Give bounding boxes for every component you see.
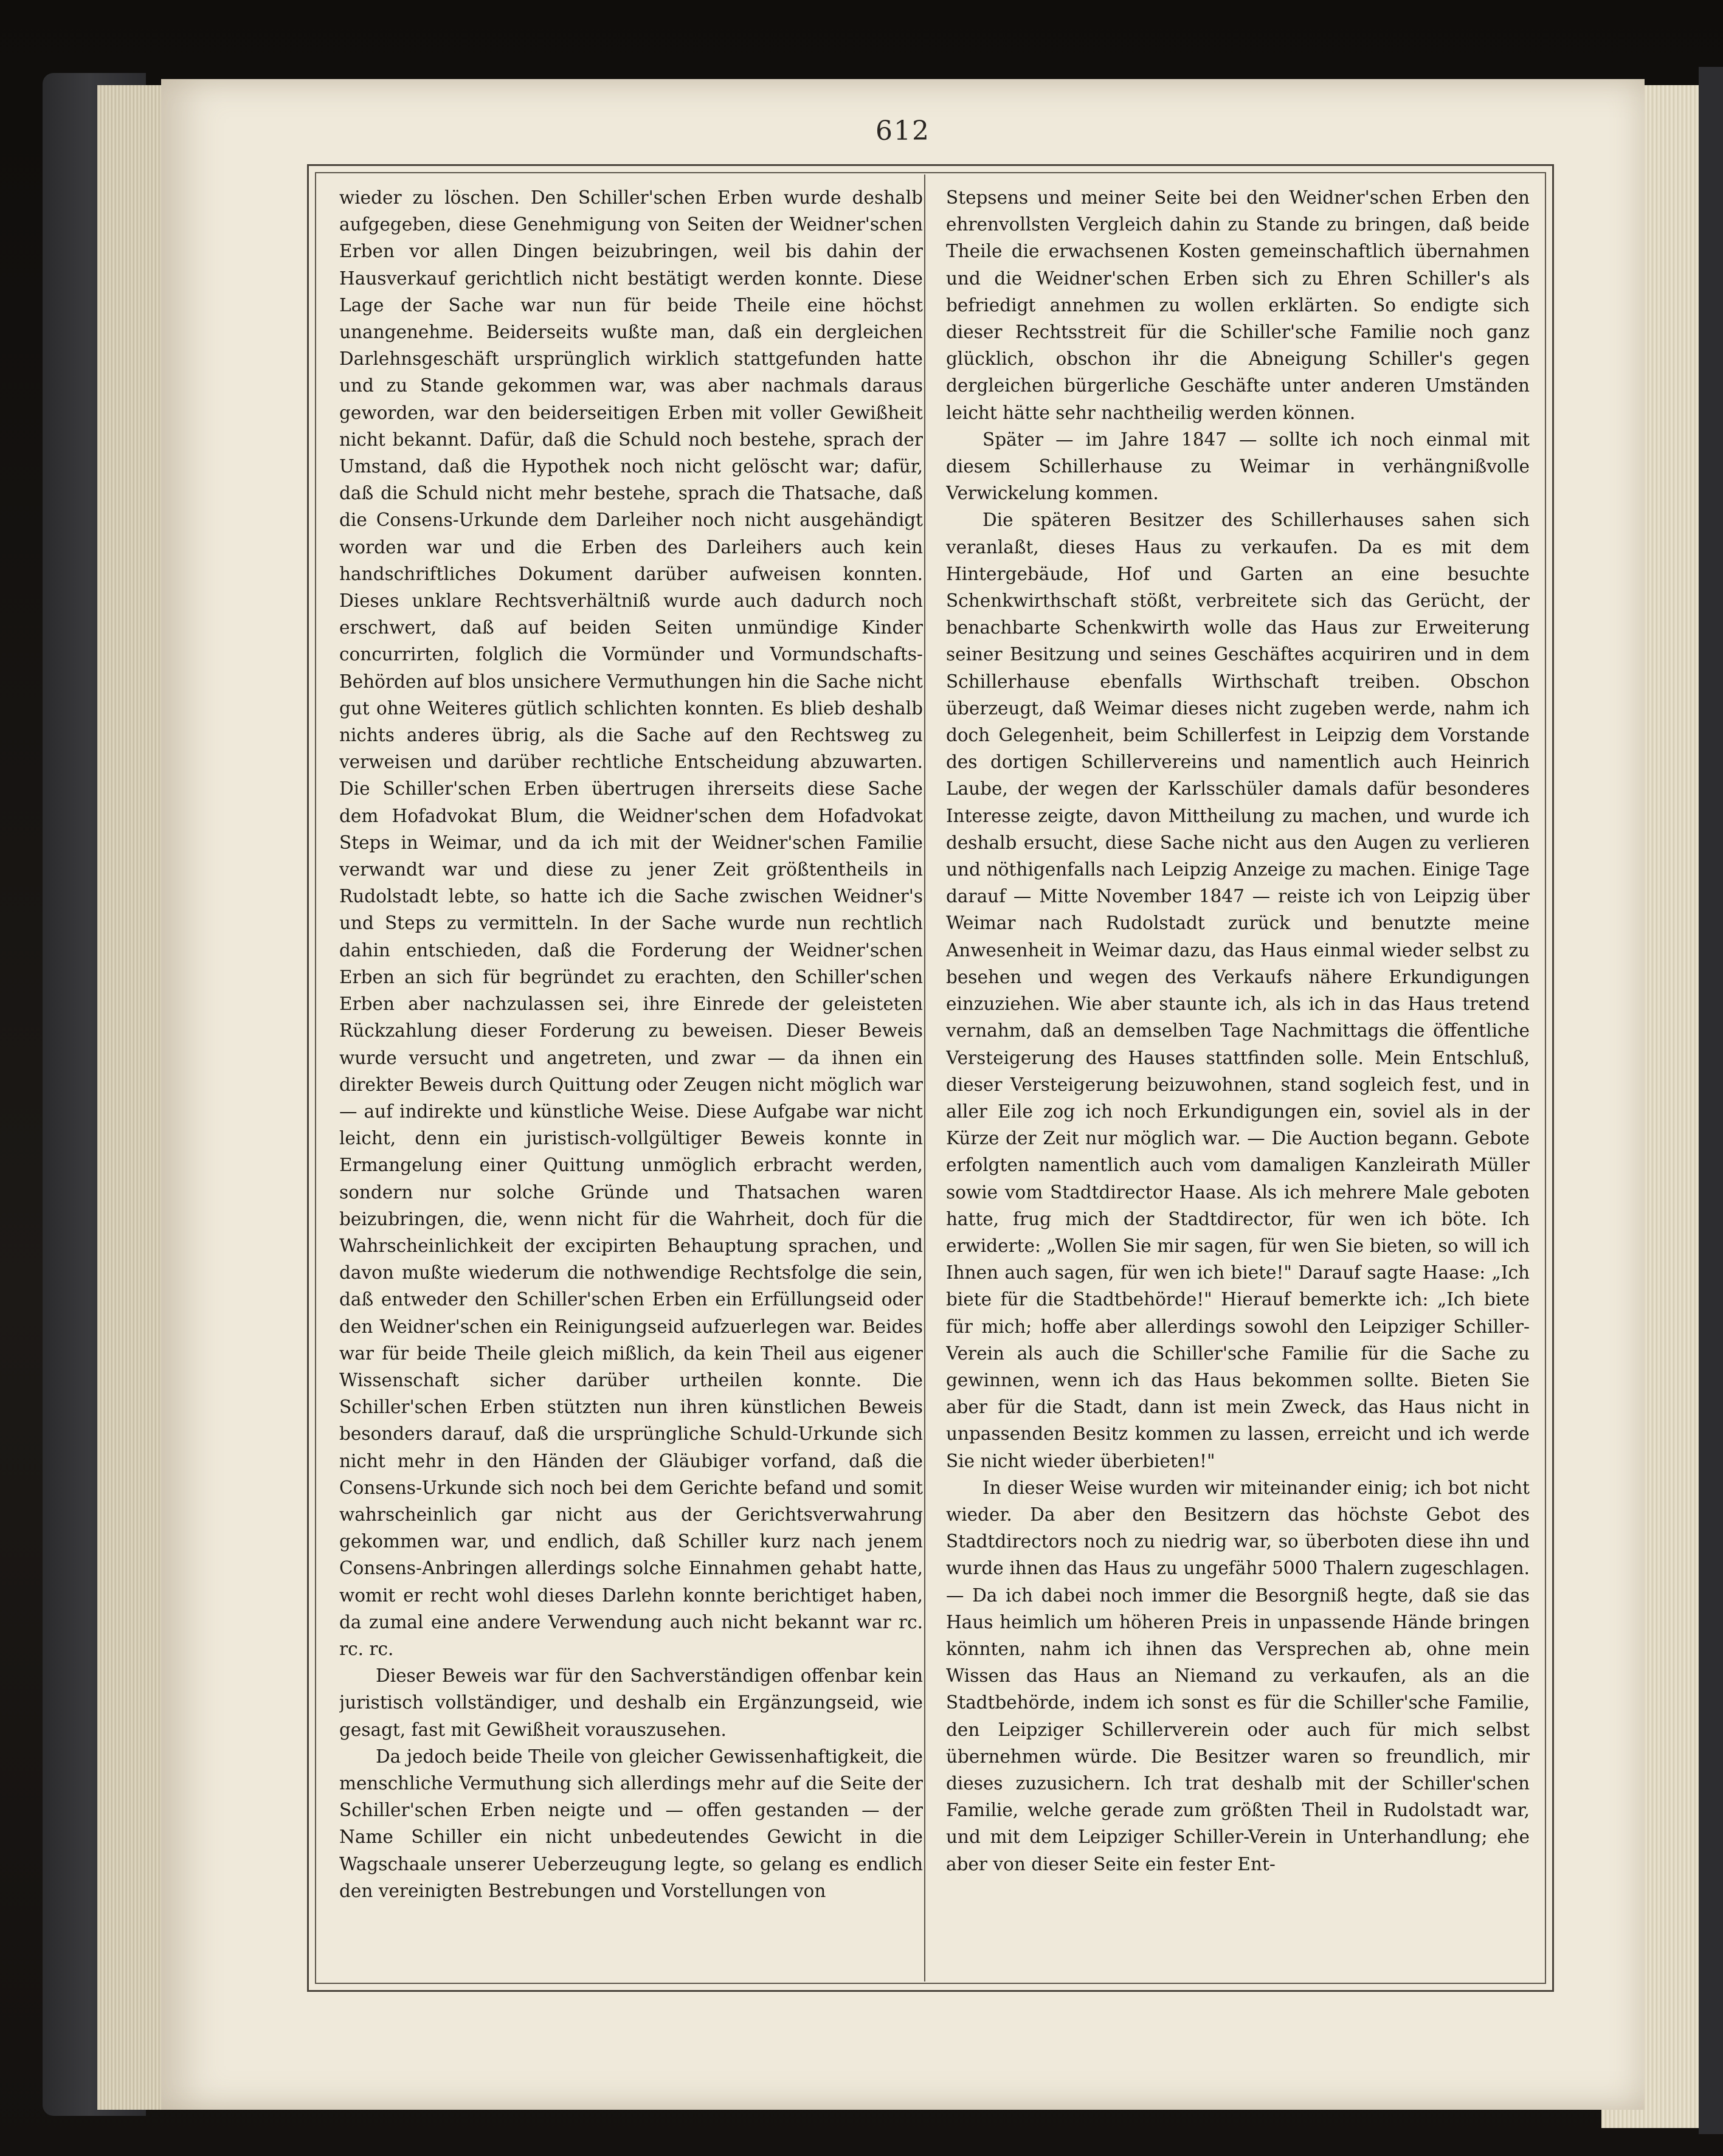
paragraph: Später — im Jahre 1847 — sollte ich noch einmal mit diesem Schillerhause zu Weimar in verhängnißvolle Verwickelung kommen. <box>946 429 1530 504</box>
paragraph: Stepsens und meiner Seite bei den Weidner'schen Erben den ehrenvollsten Vergleich dahin zu Stande zu bringen, daß beide Theile die erwachsenen Kosten gemeinschaftlich übernahmen und die Weidner'schen Erben sich zu Ehren Schiller's als befriedigt annehmen zu wollen erklärten. So endigte sich dieser Rechtsstreit für die Schiller'sche Familie noch ganz glücklich, obschon ihr die Abneigung Schiller's gegen dergleichen bürgerliche Geschäfte unter anderen Umständen leicht hätte sehr nachtheilig werden können. <box>946 187 1530 423</box>
paragraph: wieder zu löschen. Den Schiller'schen Erben wurde deshalb aufgegeben, diese Genehmigung von Seiten der Weidner'schen Erben vor allen Dingen beizubringen, weil bis dahin der Hausverkauf gerichtlich nicht bestätigt werden konnte. Diese Lage der Sache war nun für beide Theile eine höchst unangenehme. Beiderseits wußte man, daß ein dergleichen Darlehnsgeschäft ursprünglich wirklich stattgefunden hatte und zu Stande gekommen war, was aber nachmals daraus geworden, war den beiderseitigen Erben mit voller Gewißheit nicht bekannt. Dafür, daß die Schuld noch bestehe, sprach der Umstand, daß die Hypothek noch nicht gelöscht war; dafür, daß die Schuld nicht mehr bestehe, sprach die Thatsache, daß die Consens-Urkunde dem Darleiher noch nicht ausgehändigt worden war und die Erben des Darleihers auch kein handschriftliches Dokument darüber aufweisen konnten. Dieses unklare Rechtsverhältniß wurde auch dadurch noch erschwert, daß auf beiden Seiten unmündige Kinder concurrirten, folglich die Vormünder und Vormundschafts-Behörden auf blos unsichere Vermuthungen hin die Sache nicht gut ohne Weiteres gütlich schlichten konnten. Es blieb deshalb nichts anderes übrig, als die Sache auf den Rechtsweg zu verweisen und darüber rechtliche Entscheidung abzuwarten. Die Schiller'schen Erben übertrugen ihrerseits diese Sache dem Hofadvokat Blum, die Weidner'schen dem Hofadvokat Steps in Weimar, und da ich mit der Weidner'schen Familie verwandt war und diese zu jener Zeit größtentheils in Rudolstadt lebte, so hatte ich die Sache zwischen Weidner's und Steps zu vermitteln. In der Sache wurde nun rechtlich dahin entschieden, daß die Forderung der Weidner'schen Erben an sich für begründet zu erachten, den Schiller'schen Erben aber nachzulassen sei, ihre Einrede der geleisteten Rückzahlung dieser Forderung zu beweisen. Dieser Beweis wurde versucht und angetreten, und zwar — da ihnen ein direkter Beweis durch Quittung oder Zeugen nicht möglich war — auf indirekte und künstliche Weise. Diese Aufgabe war nicht leicht, denn ein juristisch-vollgültiger Beweis konnte in Ermangelung einer Quittung unmöglich erbracht werden, sondern nur solche Gründe und Thatsachen waren beizubringen, die, wenn nicht für die Wahrheit, doch für die Wahrscheinlichkeit der excipirten Behauptung sprachen, und davon mußte wiederum die nothwendige Rechtsfolge die sein, daß entweder den Schiller'schen Erben ein Erfüllungseid oder den Weidner'schen ein Reinigungseid aufzuerlegen war. Beides war für beide Theile gleich mißlich, da kein Theil aus eigener Wissenschaft sicher darüber urtheilen konnte. Die Schiller'schen Erben stützten nun ihren künstlichen Beweis besonders darauf, daß die ursprüngliche Schuld-Urkunde sich nicht mehr in den Händen der Gläubiger vorfand, daß die Consens-Urkunde sich noch bei dem Gerichte befand und somit wahrscheinlich gar nicht aus der Gerichtsverwahrung gekommen war, und endlich, daß Schiller kurz nach jenem Consens-Anbringen allerdings solche Einnahmen gehabt hatte, womit er recht wohl dieses Darlehn konnte berichtiget haben, da zumal eine andere Verwendung auch nicht bekannt war rc. rc. rc. <box>339 187 923 1659</box>
book-page <box>161 79 1645 2110</box>
page-edges-left <box>97 85 170 2110</box>
paragraph: Da jedoch beide Theile von gleicher Gewissenhaftigkeit, die menschliche Vermuthung sich allerdings mehr auf die Seite der Schiller'schen Erben neigte und — offen gestanden — der Name Schiller ein nicht unbedeutendes Gewicht in die Wagschaale unserer Ueberzeugung legte, so gelang es endlich den vereinigten Bestrebungen und Vorstellungen von <box>339 1746 923 1901</box>
right-column <box>946 184 1530 1972</box>
column-divider <box>924 174 925 1982</box>
paragraph: Dieser Beweis war für den Sachverständigen offenbar kein juristisch vollständiger, und deshalb ein Ergänzungseid, wie gesagt, fast mit Gewißheit vorauszusehen. <box>339 1665 923 1740</box>
text-frame <box>307 164 1554 1992</box>
page-number: 612 <box>875 116 930 147</box>
book-cover-right <box>1699 67 1723 2134</box>
left-column <box>339 184 923 1972</box>
paragraph: In dieser Weise wurden wir miteinander einig; ich bot nicht wieder. Da aber den Besitzern das höchste Gebot des Stadtdirectors noch zu niedrig war, so überboten diese ihn und wurde ihnen das Haus zu ungefähr 5000 Thalern zugeschlagen. — Da ich dabei noch immer die Besorgniß hegte, daß sie das Haus heimlich um höheren Preis in unpassende Hände bringen könnten, nahm ich ihnen das Versprechen ab, ohne mein Wissen das Haus an Niemand zu verkaufen, als an die Stadtbehörde, indem ich sonst es für die Schiller'sche Familie, den Leipziger Schillerverein oder auch für mich selbst übernehmen würde. Die Besitzer waren so freundlich, mir dieses zuzusichern. Ich trat deshalb mit der Schiller'schen Familie, welche gerade zum größten Theil in Rudolstadt war, und mit dem Leipziger Schiller-Verein in Unterhandlung; ehe aber von dieser Seite ein fester Ent- <box>946 1477 1530 1874</box>
paragraph: Die späteren Besitzer des Schillerhauses sahen sich veranlaßt, dieses Haus zu verkaufen. Da es mit dem Hintergebäude, Hof und Garten an eine besuchte Schenkwirthschaft stößt, verbreitete sich das Gerücht, der benachbarte Schenkwirth wolle das Haus zur Erweiterung seiner Besitzung und seines Geschäftes acquiriren und in dem Schillerhause ebenfalls Wirthschaft treiben. Obschon überzeugt, daß Weimar dieses nicht zugeben werde, nahm ich doch Gelegenheit, beim Schillerfest in Leipzig dem Vorstande des dortigen Schillervereins und namentlich auch Heinrich Laube, der wegen der Karlsschüler damals dafür besonderes Interesse zeigte, davon Mittheilung zu machen, und wurde ich deshalb ersucht, diese Sache nicht aus den Augen zu verlieren und nöthigenfalls nach Leipzig Anzeige zu machen. Einige Tage darauf — Mitte November 1847 — reiste ich von Leipzig über Weimar nach Rudolstadt zurück und benutzte meine Anwesenheit in Weimar dazu, das Haus einmal wieder selbst zu besehen und wegen des Verkaufs nähere Erkundigungen einzuziehen. Wie aber staunte ich, als ich in das Haus tretend vernahm, daß an demselben Tage Nachmittags die öffentliche Versteigerung des Hauses stattfinden solle. Mein Entschluß, dieser Versteigerung beizuwohnen, stand sogleich fest, und in aller Eile zog ich noch Erkundigungen ein, soviel als in der Kürze der Zeit nur möglich war. — Die Auction begann. Gebote erfolgten namentlich auch vom damaligen Kanzleirath Müller sowie vom Stadtdirector Haase. Als ich mehrere Male geboten hatte, frug mich der Stadtdirector, für wen ich böte. Ich erwiderte: „Wollen Sie mir sagen, für wen Sie bieten, so will ich Ihnen auch sagen, für wen ich biete!" Darauf sagte Haase: „Ich biete für die Stadtbehörde!" Hierauf bemerkte ich: „Ich biete für mich; hoffe aber allerdings sowohl den Leipziger Schiller-Verein als auch die Schiller'sche Familie für die Sache zu gewinnen, wenn ich das Haus bekommen sollte. Bieten Sie aber für die Stadt, dann ist mein Zweck, das Haus nicht in unpassenden Besitz kommen zu lassen, erreicht und ich werde Sie nicht wieder überbieten!" <box>946 510 1530 1471</box>
